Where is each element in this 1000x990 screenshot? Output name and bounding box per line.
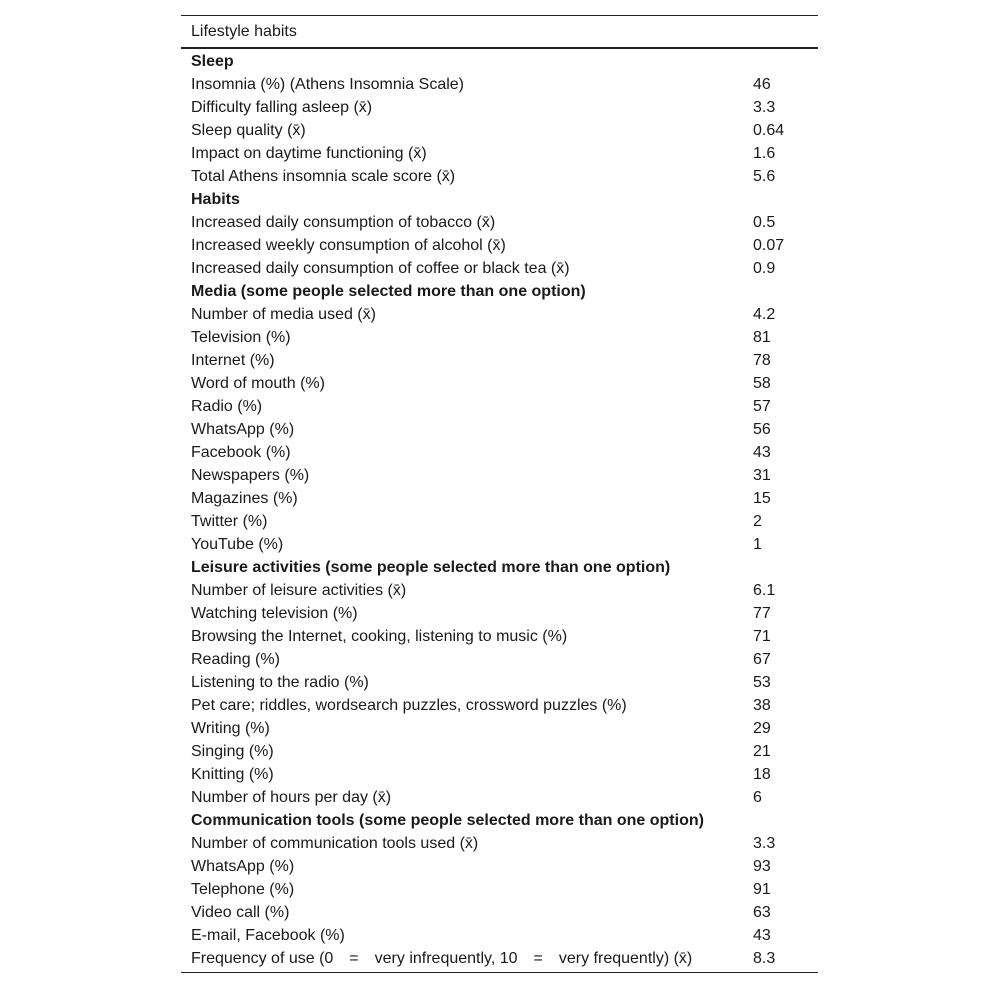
table-row xyxy=(181,119,818,142)
table-row xyxy=(181,464,818,487)
row-value: 31 xyxy=(753,466,771,484)
row-label: Total Athens insomnia scale score (x̄) xyxy=(191,167,456,185)
row-label: Word of mouth (%) xyxy=(191,374,325,392)
table-row xyxy=(181,694,818,717)
table-row xyxy=(181,165,818,188)
table-row xyxy=(181,602,818,625)
row-value: 53 xyxy=(753,673,771,691)
table-row xyxy=(181,372,818,395)
row-label: E-mail, Facebook (%) xyxy=(191,926,345,944)
table-row xyxy=(181,579,818,602)
section-heading-row xyxy=(181,188,818,211)
table-row xyxy=(181,487,818,510)
row-label: Facebook (%) xyxy=(191,443,291,461)
row-value: 18 xyxy=(753,765,771,783)
table-row xyxy=(181,441,818,464)
row-label: Magazines (%) xyxy=(191,489,298,507)
row-value: 3.3 xyxy=(753,98,776,116)
row-label: WhatsApp (%) xyxy=(191,857,295,875)
section-heading-row xyxy=(181,556,818,579)
section-heading-row xyxy=(181,809,818,832)
row-label: WhatsApp (%) xyxy=(191,420,295,438)
row-value: 57 xyxy=(753,397,771,415)
table-row xyxy=(181,211,818,234)
table-row xyxy=(181,832,818,855)
row-value: 29 xyxy=(753,719,771,737)
row-value: 0.5 xyxy=(753,213,776,231)
row-label: Increased weekly consumption of alcohol (x̄) xyxy=(191,236,506,254)
row-label: Number of leisure activities (x̄) xyxy=(191,581,407,599)
row-value: 56 xyxy=(753,420,771,438)
row-label: Insomnia (%) (Athens Insomnia Scale) xyxy=(191,75,464,93)
table-row xyxy=(181,73,818,96)
table-row xyxy=(181,855,818,878)
table-row xyxy=(181,418,818,441)
row-value: 78 xyxy=(753,351,771,369)
row-label: Reading (%) xyxy=(191,650,280,668)
row-value: 38 xyxy=(753,696,771,714)
row-value: 77 xyxy=(753,604,771,622)
table-row xyxy=(181,234,818,257)
section-heading: Leisure activities (some people selected more than one option) xyxy=(191,558,671,576)
row-value: 2 xyxy=(753,512,762,530)
row-label: Knitting (%) xyxy=(191,765,274,783)
row-label: Watching television (%) xyxy=(191,604,358,622)
section-heading: Sleep xyxy=(191,52,234,70)
table-row xyxy=(181,648,818,671)
table-row xyxy=(181,740,818,763)
lifestyle-habits-table xyxy=(181,15,818,973)
row-label: Number of media used (x̄) xyxy=(191,305,376,323)
row-label: Writing (%) xyxy=(191,719,270,737)
row-label: Television (%) xyxy=(191,328,291,346)
row-label: Impact on daytime functioning (x̄) xyxy=(191,144,427,162)
row-value: 21 xyxy=(753,742,771,760)
row-value: 63 xyxy=(753,903,771,921)
table-row xyxy=(181,901,818,924)
table-row xyxy=(181,142,818,165)
row-value: 6.1 xyxy=(753,581,776,599)
table-row xyxy=(181,878,818,901)
table-bottom-rule xyxy=(181,972,818,973)
table-row xyxy=(181,763,818,786)
row-value: 8.3 xyxy=(753,949,776,967)
row-value: 43 xyxy=(753,443,771,461)
row-value: 1 xyxy=(753,535,762,553)
row-label: Difficulty falling asleep (x̄) xyxy=(191,98,373,116)
row-value: 0.9 xyxy=(753,259,776,277)
row-value: 1.6 xyxy=(753,144,776,162)
section-heading: Media (some people selected more than one option) xyxy=(191,282,586,300)
row-label: Video call (%) xyxy=(191,903,290,921)
table-row xyxy=(181,303,818,326)
row-value: 3.3 xyxy=(753,834,776,852)
row-value: 67 xyxy=(753,650,771,668)
table-row xyxy=(181,717,818,740)
table-row xyxy=(181,947,818,970)
row-label: Internet (%) xyxy=(191,351,275,369)
row-value: 93 xyxy=(753,857,771,875)
table-row xyxy=(181,533,818,556)
row-label: Twitter (%) xyxy=(191,512,268,530)
table-header: Lifestyle habits xyxy=(191,22,297,40)
row-label: Browsing the Internet, cooking, listening to music (%) xyxy=(191,627,568,645)
row-value: 81 xyxy=(753,328,771,346)
table-row xyxy=(181,625,818,648)
table-row xyxy=(181,96,818,119)
row-value: 6 xyxy=(753,788,762,806)
row-label: Telephone (%) xyxy=(191,880,295,898)
row-label: Number of communication tools used (x̄) xyxy=(191,834,479,852)
row-label: Listening to the radio (%) xyxy=(191,673,369,691)
row-label: Sleep quality (x̄) xyxy=(191,121,306,139)
row-label: Increased daily consumption of tobacco (x̄) xyxy=(191,213,496,231)
table-row xyxy=(181,786,818,809)
row-label: Singing (%) xyxy=(191,742,274,760)
row-label: Radio (%) xyxy=(191,397,263,415)
table-body xyxy=(181,49,818,972)
row-label: Number of hours per day (x̄) xyxy=(191,788,392,806)
row-value: 15 xyxy=(753,489,771,507)
row-value: 43 xyxy=(753,926,771,944)
row-value: 46 xyxy=(753,75,771,93)
section-heading: Communication tools (some people selected more than one option) xyxy=(191,811,704,829)
table-row xyxy=(181,326,818,349)
row-label: Pet care; riddles, wordsearch puzzles, crossword puzzles (%) xyxy=(191,696,627,714)
row-value: 91 xyxy=(753,880,771,898)
table-row xyxy=(181,510,818,533)
section-heading-row xyxy=(181,50,818,73)
table-row xyxy=(181,395,818,418)
section-heading-row xyxy=(181,280,818,303)
row-value: 58 xyxy=(753,374,771,392)
table-row xyxy=(181,671,818,694)
table-row xyxy=(181,257,818,280)
row-label: Frequency of use (0 = very infrequently, 10 = very frequently) (x̄) xyxy=(191,949,693,967)
row-value: 0.64 xyxy=(753,121,785,139)
section-heading: Habits xyxy=(191,190,240,208)
table-row xyxy=(181,924,818,947)
row-label: YouTube (%) xyxy=(191,535,284,553)
row-label: Increased daily consumption of coffee or black tea (x̄) xyxy=(191,259,570,277)
table-row xyxy=(181,349,818,372)
row-value: 0.07 xyxy=(753,236,785,254)
row-value: 4.2 xyxy=(753,305,776,323)
row-label: Newspapers (%) xyxy=(191,466,310,484)
row-value: 71 xyxy=(753,627,771,645)
row-value: 5.6 xyxy=(753,167,776,185)
